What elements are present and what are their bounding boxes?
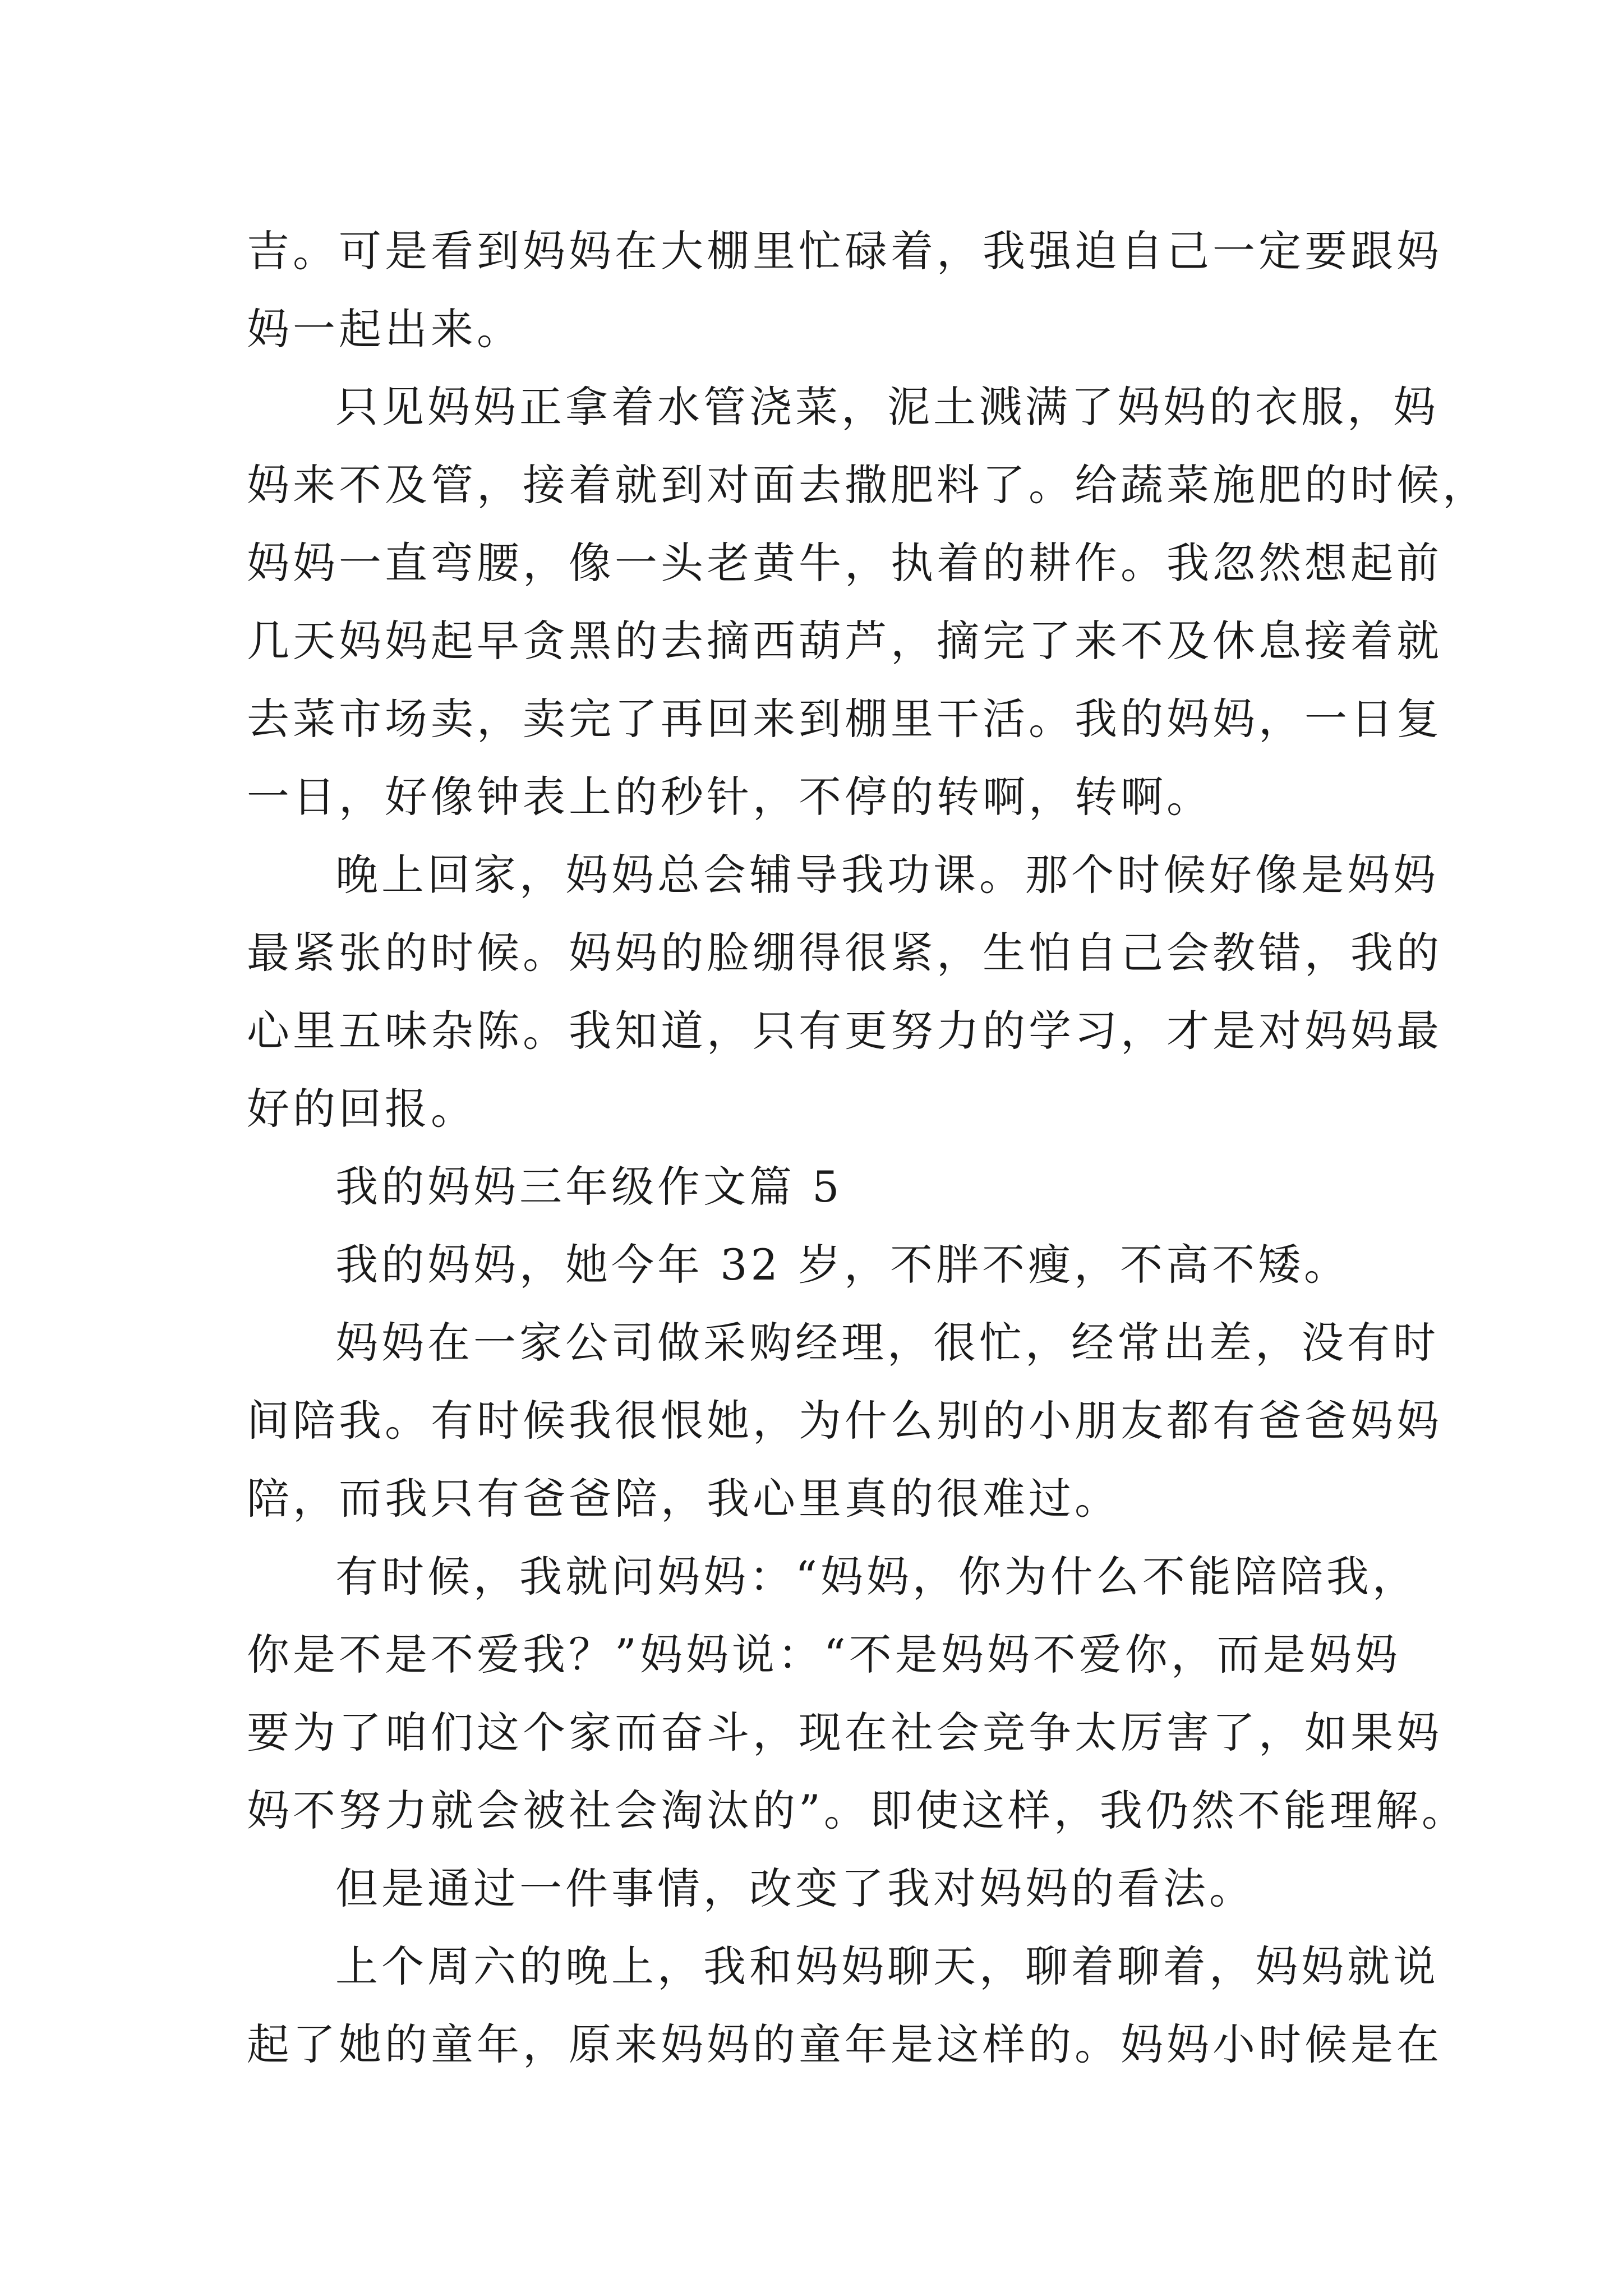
text-line: 去菜市场卖，卖完了再回来到棚里干活。我的妈妈，一日复 [247,694,1442,744]
text-line: 最紧张的时候。妈妈的脸绷得很紧，生怕自己会教错，我的 [247,928,1442,978]
paragraph-8 [247,1849,1399,1927]
paragraph-9 [247,1927,1442,2083]
text-line: 几天妈妈起早贪黑的去摘西葫芦，摘完了来不及休息接着就 [247,616,1442,666]
text-line: 有时候，我就问妈妈：“妈妈，你为什么不能陪陪我， [335,1552,1418,1602]
text-line: 你是不是不爱我？”妈妈说：“不是妈妈不爱你，而是妈妈 [247,1630,1401,1680]
text-line: 妈妈在一家公司做采购经理，很忙，经常出差，没有时 [335,1318,1439,1368]
text-line: 心里五味杂陈。我知道，只有更努力的学习，才是对妈妈最 [247,1006,1442,1056]
text-line: 上个周六的晚上，我和妈妈聊天，聊着聊着，妈妈就说 [335,1941,1439,1991]
heading-line: 我的妈妈三年级作文篇 5 [335,1162,843,1212]
paragraph-6 [247,1304,1442,1538]
text-line: 一日，好像钟表上的秒针，不停的转啊，转啊。 [247,772,1212,822]
text-line: 妈不努力就会被社会淘汰的”。即使这样，我仍然不能理解。 [247,1786,1468,1835]
text-line: 好的回报。 [247,1084,477,1134]
text-line: 但是通过一件事情，改变了我对妈妈的看法。 [335,1864,1255,1913]
text-line: 妈一起出来。 [247,304,523,354]
paragraph-3 [247,836,1442,1148]
essay-body [247,212,1488,2083]
paragraph-2 [247,368,1488,836]
text-line: 间陪我。有时候我很恨她，为什么别的小朋友都有爸爸妈妈 [247,1396,1442,1446]
text-line: 要为了咱们这个家而奋斗，现在社会竞争太厉害了，如果妈 [247,1708,1442,1757]
text-line: 吉。可是看到妈妈在大棚里忙碌着，我强迫自己一定要跟妈 [247,226,1442,276]
text-line: 妈妈一直弯腰，像一头老黄牛，执着的耕作。我忽然想起前 [247,538,1442,588]
text-line: 我的妈妈，她今年 32 岁，不胖不瘦，不高不矮。 [335,1240,1350,1290]
text-line: 晚上回家，妈妈总会辅导我功课。那个时候好像是妈妈 [335,850,1439,900]
text-line: 妈来不及管，接着就到对面去撒肥料了。给蔬菜施肥的时候， [247,460,1488,510]
paragraph-7 [247,1538,1468,1849]
section-heading [247,1148,1399,1226]
text-line: 起了她的童年，原来妈妈的童年是这样的。妈妈小时候是在 [247,2019,1442,2069]
text-line: 陪，而我只有爸爸陪，我心里真的很难过。 [247,1474,1121,1524]
text-line: 只见妈妈正拿着水管浇菜，泥土溅满了妈妈的衣服，妈 [335,382,1439,432]
paragraph-1 [247,212,1442,368]
paragraph-5 [247,1226,1399,1304]
